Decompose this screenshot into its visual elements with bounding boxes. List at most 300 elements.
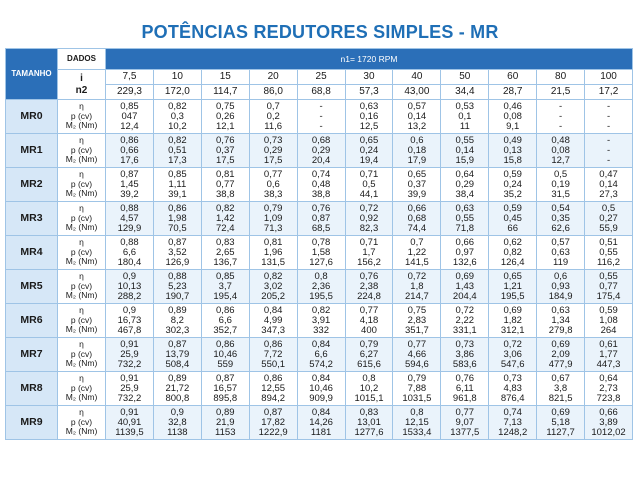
torque-value: 17,3 bbox=[168, 154, 187, 166]
i-label: i bbox=[80, 72, 83, 84]
table-cell bbox=[489, 406, 537, 440]
row-labels bbox=[58, 236, 106, 270]
power-value: 1,45 bbox=[120, 178, 139, 190]
torque-value: 302,3 bbox=[165, 324, 190, 336]
table-cell bbox=[201, 100, 249, 134]
table-cell bbox=[106, 236, 154, 270]
torque-value: 70,5 bbox=[168, 222, 187, 234]
table-row bbox=[6, 270, 633, 304]
table-cell bbox=[201, 406, 249, 440]
efficiency-value: 0,71 bbox=[359, 168, 379, 180]
tamanho-header: TAMANHO bbox=[6, 49, 58, 100]
efficiency-value: 0,87 bbox=[216, 372, 235, 384]
output-speed-n2: 86,0 bbox=[249, 85, 297, 100]
torque-value: 1377,5 bbox=[450, 426, 480, 438]
torque-value: 876,4 bbox=[500, 392, 525, 404]
efficiency-value: 0,72 bbox=[455, 304, 475, 316]
efficiency-value: 0,91 bbox=[120, 406, 139, 418]
power-value: 13,01 bbox=[357, 416, 381, 428]
efficiency-value: 0,67 bbox=[551, 372, 570, 384]
power-value: 0,16 bbox=[359, 110, 379, 122]
torque-value: 477,9 bbox=[548, 358, 573, 370]
efficiency-value: - bbox=[559, 100, 563, 112]
efficiency-value: 0,63 bbox=[359, 100, 379, 112]
torque-value: 17,9 bbox=[407, 154, 427, 166]
efficiency-value: 0,48 bbox=[551, 134, 570, 146]
table-cell bbox=[345, 236, 393, 270]
table-cell bbox=[585, 236, 633, 270]
table-cell bbox=[201, 372, 249, 406]
ratio-i: 10 bbox=[153, 70, 201, 85]
row-labels bbox=[58, 372, 106, 406]
table-cell bbox=[537, 304, 585, 338]
efficiency-value: 0,84 bbox=[311, 372, 331, 384]
torque-value: 13,2 bbox=[407, 120, 427, 132]
power-value: 6,6 bbox=[122, 246, 137, 258]
table-cell bbox=[106, 270, 154, 304]
efficiency-value: 0,6 bbox=[554, 270, 568, 282]
torque-value: 27,3 bbox=[599, 188, 618, 200]
table-cell bbox=[297, 168, 345, 202]
torque-value: 66 bbox=[507, 222, 518, 234]
table-cell bbox=[297, 406, 345, 440]
power-value: 6,6 bbox=[314, 348, 328, 360]
table-cell bbox=[249, 236, 297, 270]
table-cell bbox=[489, 338, 537, 372]
model-name: MR1 bbox=[6, 134, 58, 168]
efficiency-value: 0,57 bbox=[407, 100, 427, 112]
power-value: 4,99 bbox=[263, 314, 283, 326]
power-value: 1,98 bbox=[168, 212, 187, 224]
power-value: 1,58 bbox=[311, 246, 331, 258]
efficiency-value: 0,76 bbox=[455, 372, 475, 384]
model-name: MR4 bbox=[6, 236, 58, 270]
power-value: 047 bbox=[121, 110, 138, 122]
efficiency-value: - bbox=[319, 100, 323, 112]
power-value: 10,46 bbox=[309, 382, 333, 394]
power-value: 1,96 bbox=[263, 246, 283, 258]
torque-value: 1181 bbox=[310, 426, 332, 438]
ratio-i: 100 bbox=[585, 70, 633, 85]
row-label: p (cv) bbox=[70, 314, 93, 325]
output-speed-n2: 57,3 bbox=[345, 85, 393, 100]
power-value: 2,83 bbox=[407, 314, 427, 326]
power-value: 8,2 bbox=[170, 314, 184, 326]
table-cell bbox=[345, 270, 393, 304]
torque-value: 20,4 bbox=[311, 154, 331, 166]
efficiency-value: 0,85 bbox=[216, 270, 235, 282]
power-value: 3,8 bbox=[554, 382, 568, 394]
power-value: 1,09 bbox=[263, 212, 283, 224]
power-value: 0,93 bbox=[551, 280, 570, 292]
efficiency-value: 0,83 bbox=[359, 406, 379, 418]
power-value: 21,72 bbox=[165, 382, 190, 394]
table-row bbox=[6, 236, 633, 270]
torque-value: 10,2 bbox=[168, 120, 187, 132]
table-cell bbox=[153, 168, 201, 202]
efficiency-value: 0,54 bbox=[551, 202, 570, 214]
efficiency-value: 0,74 bbox=[503, 406, 522, 418]
power-value: 0,66 bbox=[120, 144, 139, 156]
torque-value: 1153 bbox=[215, 426, 236, 438]
ratio-i: 20 bbox=[249, 70, 297, 85]
efficiency-value: 0,87 bbox=[168, 236, 187, 248]
row-labels bbox=[58, 100, 106, 134]
efficiency-value: 0,82 bbox=[263, 270, 283, 282]
table-cell bbox=[106, 202, 154, 236]
power-value: 10,2 bbox=[359, 382, 379, 394]
row-label: η bbox=[79, 338, 84, 349]
output-speed-n2: 21,5 bbox=[537, 85, 585, 100]
table-cell bbox=[345, 372, 393, 406]
torque-value: 71,8 bbox=[455, 222, 475, 234]
table-cell bbox=[153, 372, 201, 406]
efficiency-value: 0,78 bbox=[311, 236, 331, 248]
power-value: 1,08 bbox=[599, 314, 618, 326]
efficiency-value: 0,75 bbox=[407, 304, 427, 316]
power-value: 17,82 bbox=[261, 416, 286, 428]
power-value: 5,18 bbox=[551, 416, 570, 428]
power-value: - bbox=[606, 110, 611, 122]
model-name: MR5 bbox=[6, 270, 58, 304]
torque-value: 129,9 bbox=[117, 222, 142, 234]
power-value: 0,68 bbox=[407, 212, 427, 224]
power-value: 13,79 bbox=[165, 348, 190, 360]
power-value: 0,29 bbox=[263, 144, 283, 156]
power-value: 0,08 bbox=[503, 110, 522, 122]
efficiency-value: 0,73 bbox=[263, 134, 283, 146]
table-cell bbox=[345, 100, 393, 134]
model-name: MR9 bbox=[6, 406, 58, 440]
efficiency-value: 0,86 bbox=[120, 134, 139, 146]
table-cell bbox=[201, 270, 249, 304]
efficiency-value: 0,86 bbox=[168, 202, 187, 214]
n2-label: n2 bbox=[75, 84, 88, 96]
power-value: 1,7 bbox=[362, 246, 376, 258]
power-value: 1,82 bbox=[503, 314, 522, 326]
torque-value: 12,5 bbox=[359, 120, 379, 132]
efficiency-value: 0,63 bbox=[455, 202, 475, 214]
power-value: 3,89 bbox=[599, 416, 618, 428]
torque-value: 288,2 bbox=[117, 290, 142, 302]
power-value: 7,72 bbox=[263, 348, 283, 360]
torque-value: 39,2 bbox=[120, 188, 139, 200]
power-value: 6,11 bbox=[455, 382, 474, 394]
table-cell bbox=[345, 406, 393, 440]
row-label: M₂ (Nm) bbox=[65, 222, 98, 233]
table-cell bbox=[106, 372, 154, 406]
efficiency-value: 0,82 bbox=[168, 134, 187, 146]
table-cell bbox=[585, 134, 633, 168]
efficiency-value: 0,59 bbox=[503, 202, 522, 214]
torque-value: 35,2 bbox=[503, 188, 522, 200]
efficiency-value: 0,87 bbox=[263, 406, 283, 418]
efficiency-value: 0,71 bbox=[359, 236, 379, 248]
table-cell bbox=[201, 168, 249, 202]
torque-value: 961,8 bbox=[452, 392, 477, 404]
table-cell bbox=[441, 304, 489, 338]
table-cell bbox=[441, 100, 489, 134]
power-value: 1,11 bbox=[168, 178, 187, 190]
torque-value: 559 bbox=[217, 358, 234, 370]
table-cell bbox=[537, 338, 585, 372]
table-cell bbox=[106, 304, 154, 338]
efficiency-value: 0,72 bbox=[359, 202, 379, 214]
table-cell bbox=[585, 304, 633, 338]
efficiency-value: 0,8 bbox=[410, 406, 424, 418]
torque-value: 74,4 bbox=[407, 222, 427, 234]
efficiency-value: 0,91 bbox=[120, 338, 139, 350]
power-value: 0,82 bbox=[503, 246, 522, 258]
table-cell bbox=[393, 100, 441, 134]
torque-value: 1012,02 bbox=[591, 426, 626, 438]
table-cell bbox=[297, 338, 345, 372]
power-value: - bbox=[606, 144, 611, 156]
torque-value: 615,6 bbox=[357, 358, 381, 370]
torque-value: 17,6 bbox=[120, 154, 139, 166]
ratio-i: 60 bbox=[489, 70, 537, 85]
power-value: 2,09 bbox=[551, 348, 570, 360]
power-value: 2,65 bbox=[216, 246, 235, 258]
torque-value: 279,8 bbox=[548, 324, 573, 336]
table-cell bbox=[489, 270, 537, 304]
efficiency-value: 0,86 bbox=[216, 338, 235, 350]
power-value: 4,18 bbox=[359, 314, 379, 326]
ratio-i: 80 bbox=[537, 70, 585, 85]
power-value: 0,63 bbox=[551, 246, 570, 258]
table-cell bbox=[489, 134, 537, 168]
model-name: MR8 bbox=[6, 372, 58, 406]
torque-value: 214,7 bbox=[405, 290, 429, 302]
power-value: 0,55 bbox=[599, 246, 618, 258]
power-value: 16,57 bbox=[213, 382, 238, 394]
table-cell bbox=[249, 304, 297, 338]
efficiency-value: 0,76 bbox=[359, 270, 379, 282]
row-label: M₂ (Nm) bbox=[65, 324, 98, 335]
efficiency-value: 0,73 bbox=[503, 372, 522, 384]
power-value: 3,06 bbox=[503, 348, 522, 360]
power-value: 0,77 bbox=[216, 178, 235, 190]
torque-value: 175,4 bbox=[596, 290, 621, 302]
torque-value: 1277,6 bbox=[354, 426, 384, 438]
power-value: 2,22 bbox=[455, 314, 475, 326]
power-value: 0,29 bbox=[455, 178, 475, 190]
power-value: 1,34 bbox=[551, 314, 570, 326]
table-cell bbox=[297, 270, 345, 304]
table-cell bbox=[441, 270, 489, 304]
torque-value: 732,2 bbox=[117, 358, 142, 370]
table-cell bbox=[153, 270, 201, 304]
torque-value: 1015,1 bbox=[354, 392, 384, 404]
table-cell bbox=[441, 406, 489, 440]
efficiency-value: 0,81 bbox=[263, 236, 283, 248]
table-cell bbox=[153, 134, 201, 168]
table-row bbox=[6, 202, 633, 236]
power-value: 0,13 bbox=[503, 144, 522, 156]
table-cell bbox=[345, 168, 393, 202]
torque-value: 141,5 bbox=[405, 256, 429, 268]
table-cell bbox=[249, 270, 297, 304]
torque-value: 12,1 bbox=[216, 120, 235, 132]
torque-value: 132,6 bbox=[452, 256, 477, 268]
torque-value: 31,5 bbox=[551, 188, 570, 200]
row-label: M₂ (Nm) bbox=[65, 120, 98, 131]
table-cell bbox=[297, 134, 345, 168]
model-name: MR7 bbox=[6, 338, 58, 372]
power-value: 0,35 bbox=[551, 212, 570, 224]
torque-value: 195,5 bbox=[500, 290, 525, 302]
table-cell bbox=[537, 100, 585, 134]
table-cell bbox=[106, 406, 154, 440]
table-cell bbox=[249, 100, 297, 134]
rpm-header: n1= 1720 RPM bbox=[106, 49, 633, 70]
table-cell bbox=[153, 236, 201, 270]
table-cell bbox=[441, 338, 489, 372]
power-value: 0,6 bbox=[266, 178, 280, 190]
power-value: 25,9 bbox=[120, 348, 139, 360]
torque-value: 39,1 bbox=[168, 188, 187, 200]
torque-value: 9,1 bbox=[506, 120, 520, 132]
table-cell bbox=[249, 338, 297, 372]
efficiency-value: 0,83 bbox=[216, 236, 235, 248]
table-cell bbox=[537, 134, 585, 168]
torque-value: 224,8 bbox=[357, 290, 381, 302]
torque-value: - bbox=[606, 154, 611, 166]
efficiency-value: 0,5 bbox=[554, 168, 568, 180]
efficiency-value: 0,82 bbox=[216, 202, 235, 214]
torque-value: 15,9 bbox=[455, 154, 475, 166]
row-label: p (cv) bbox=[70, 348, 93, 359]
power-value: - bbox=[319, 110, 323, 122]
efficiency-value: 0,76 bbox=[311, 202, 331, 214]
power-value: - bbox=[559, 110, 563, 122]
power-value: 0,45 bbox=[503, 212, 522, 224]
torque-value: 594,6 bbox=[405, 358, 429, 370]
ratio-i: 7,5 bbox=[106, 70, 154, 85]
efficiency-value: 0,89 bbox=[168, 372, 187, 384]
torque-value: 39,9 bbox=[407, 188, 427, 200]
efficiency-value: 0,91 bbox=[120, 372, 139, 384]
table-cell bbox=[249, 202, 297, 236]
table-cell bbox=[393, 304, 441, 338]
table-cell bbox=[201, 236, 249, 270]
table-cell bbox=[441, 372, 489, 406]
row-label: p (cv) bbox=[70, 144, 93, 155]
power-value: 3,91 bbox=[311, 314, 331, 326]
table-cell bbox=[393, 372, 441, 406]
efficiency-value: 0,86 bbox=[263, 338, 283, 350]
output-speed-n2: 229,3 bbox=[106, 85, 154, 100]
torque-value: 352,7 bbox=[213, 324, 238, 336]
efficiency-value: - bbox=[606, 100, 611, 112]
efficiency-value: 0,84 bbox=[311, 338, 331, 350]
efficiency-value: 0,64 bbox=[599, 372, 618, 384]
power-value: 0,51 bbox=[168, 144, 187, 156]
ratio-i: 50 bbox=[441, 70, 489, 85]
torque-value: 204,4 bbox=[452, 290, 477, 302]
power-value: 2,36 bbox=[311, 280, 331, 292]
output-speed-n2: 43,00 bbox=[393, 85, 441, 100]
power-value: 0,87 bbox=[311, 212, 331, 224]
torque-value: 126,4 bbox=[500, 256, 525, 268]
efficiency-value: 0,69 bbox=[455, 270, 475, 282]
torque-value: 190,7 bbox=[165, 290, 190, 302]
power-value: 3,86 bbox=[455, 348, 475, 360]
efficiency-value: 0,73 bbox=[455, 338, 475, 350]
torque-value: 55,9 bbox=[599, 222, 618, 234]
power-value: 0,48 bbox=[311, 178, 331, 190]
torque-value: 331,1 bbox=[452, 324, 477, 336]
torque-value: 11 bbox=[459, 120, 470, 132]
torque-value: 312,1 bbox=[500, 324, 525, 336]
torque-value: 17,5 bbox=[216, 154, 235, 166]
table-cell bbox=[153, 406, 201, 440]
row-label: η bbox=[79, 202, 84, 213]
output-speed-n2: 28,7 bbox=[489, 85, 537, 100]
output-speed-n2: 114,7 bbox=[201, 85, 249, 100]
efficiency-value: 0,55 bbox=[599, 270, 618, 282]
table-cell bbox=[201, 338, 249, 372]
torque-value: 732,2 bbox=[117, 392, 142, 404]
table-cell bbox=[393, 270, 441, 304]
power-value: 2,38 bbox=[359, 280, 379, 292]
power-value: 40,91 bbox=[117, 416, 142, 428]
table-cell bbox=[585, 270, 633, 304]
efficiency-value: 0,77 bbox=[455, 406, 475, 418]
torque-value: 347,3 bbox=[261, 324, 286, 336]
torque-value: 467,8 bbox=[117, 324, 142, 336]
ratio-i: 40 bbox=[393, 70, 441, 85]
efficiency-value: 0,85 bbox=[120, 100, 139, 112]
torque-value: 1533,4 bbox=[402, 426, 432, 438]
efficiency-value: 0,61 bbox=[599, 338, 618, 350]
power-value: 0,19 bbox=[551, 178, 570, 190]
row-label: η bbox=[79, 168, 84, 179]
torque-value: 38,3 bbox=[263, 188, 283, 200]
efficiency-value: 0,62 bbox=[503, 236, 522, 248]
model-name: MR2 bbox=[6, 168, 58, 202]
torque-value: 550,1 bbox=[261, 358, 286, 370]
table-cell bbox=[537, 270, 585, 304]
efficiency-value: 0,65 bbox=[503, 270, 522, 282]
efficiency-value: 0,66 bbox=[599, 406, 618, 418]
model-name: MR6 bbox=[6, 304, 58, 338]
torque-value: 1127,7 bbox=[546, 426, 575, 438]
table-cell bbox=[106, 338, 154, 372]
torque-value: 1222,9 bbox=[258, 426, 288, 438]
efficiency-value: 0,76 bbox=[216, 134, 235, 146]
power-value: 1,21 bbox=[503, 280, 522, 292]
table-cell bbox=[249, 168, 297, 202]
torque-value: 44,1 bbox=[359, 188, 379, 200]
row-label: p (cv) bbox=[70, 178, 93, 189]
table-row bbox=[6, 100, 633, 134]
torque-value: 184,9 bbox=[548, 290, 573, 302]
row-label: M₂ (Nm) bbox=[65, 426, 98, 437]
torque-value: 82,3 bbox=[359, 222, 379, 234]
row-label: p (cv) bbox=[70, 110, 93, 121]
power-table bbox=[5, 48, 633, 440]
output-speed-n2: 172,0 bbox=[153, 85, 201, 100]
torque-value: 1031,5 bbox=[402, 392, 432, 404]
power-value: 0,5 bbox=[362, 178, 376, 190]
power-value: 6,27 bbox=[359, 348, 379, 360]
efficiency-value: 0,79 bbox=[407, 372, 427, 384]
table-row bbox=[6, 338, 633, 372]
efficiency-value: 0,75 bbox=[216, 100, 235, 112]
efficiency-value: 0,77 bbox=[407, 338, 427, 350]
torque-value: - bbox=[559, 120, 563, 132]
